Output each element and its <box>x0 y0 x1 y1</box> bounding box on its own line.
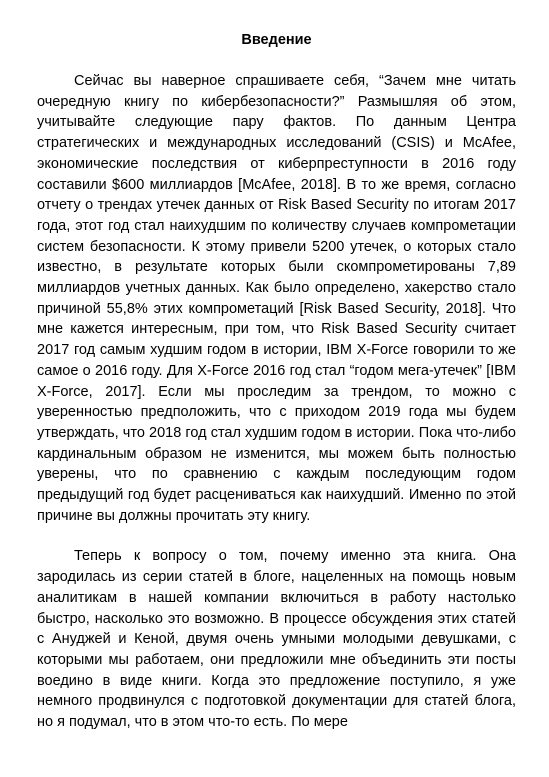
document-title: Введение <box>241 32 312 48</box>
document-page <box>37 30 516 733</box>
paragraph-intro: Сейчас вы наверное спрашиваете себя, “Зачем мне читать очередную книгу по кибербезопасности?” Размышляя об этом, учитывайте следующие пару фактов. По данным Центра стратегических и международных исследований (CSIS) и McAfee, экономические последствия от киберпреступности в 2016 году составили $600 миллиардов [McAfee, 2018]. В то же время, согласно отчету о трендах утечек данных от Risk Based Security по итогам 2017 года, этот год стал наихудшим по количеству случаев компрометации систем безопасности. К этому привели 5200 утечек, о которых стало известно, в результате которых были скомпрометированы 7,89 миллиардов учетных данных. Как было определено, хакерство стало причиной 55,8% этих компрометаций [Risk Based Security, 2018]. Что мне кажется интересным, при том, что Risk Based Security считает 2017 год самым худшим годом в истории, IBM X-Force говорили то же самое о 2016 году. Для X-Force 2016 год стал “годом мега-утечек” [IBM X-Force, 2017]. Если мы проследим за трендом, то можно с уверенностью предположить, что с приходом 2019 года мы будем утверждать, что 2018 год стал худшим годом в истории. Пока что-либо кардинальным образом не изменится, мы можем быть полностью уверены, что по сравнению с каждым последующим годом предыдущий год будет расцениваться как наихудший. Именно по этой причине вы должны прочитать эту книгу. <box>37 73 516 524</box>
paragraph-why-this-book: Теперь к вопросу о том, почему именно эта книга. Она зародилась из серии статей в блоге, нацеленных на помощь новым аналитикам в нашей компании включиться в работу настолько быстро, насколько это возможно. В процессе обсуждения этих статей с Ануджей и Кеной, двумя очень умными молодыми девушками, с которыми мы работаем, они предложили мне объединить эти посты воедино в виде книги. Когда это предложение поступило, я уже немного продвинулся с подготовкой документации для статей блога, но я подумал, что в этом что-то есть. По мере <box>37 548 516 731</box>
